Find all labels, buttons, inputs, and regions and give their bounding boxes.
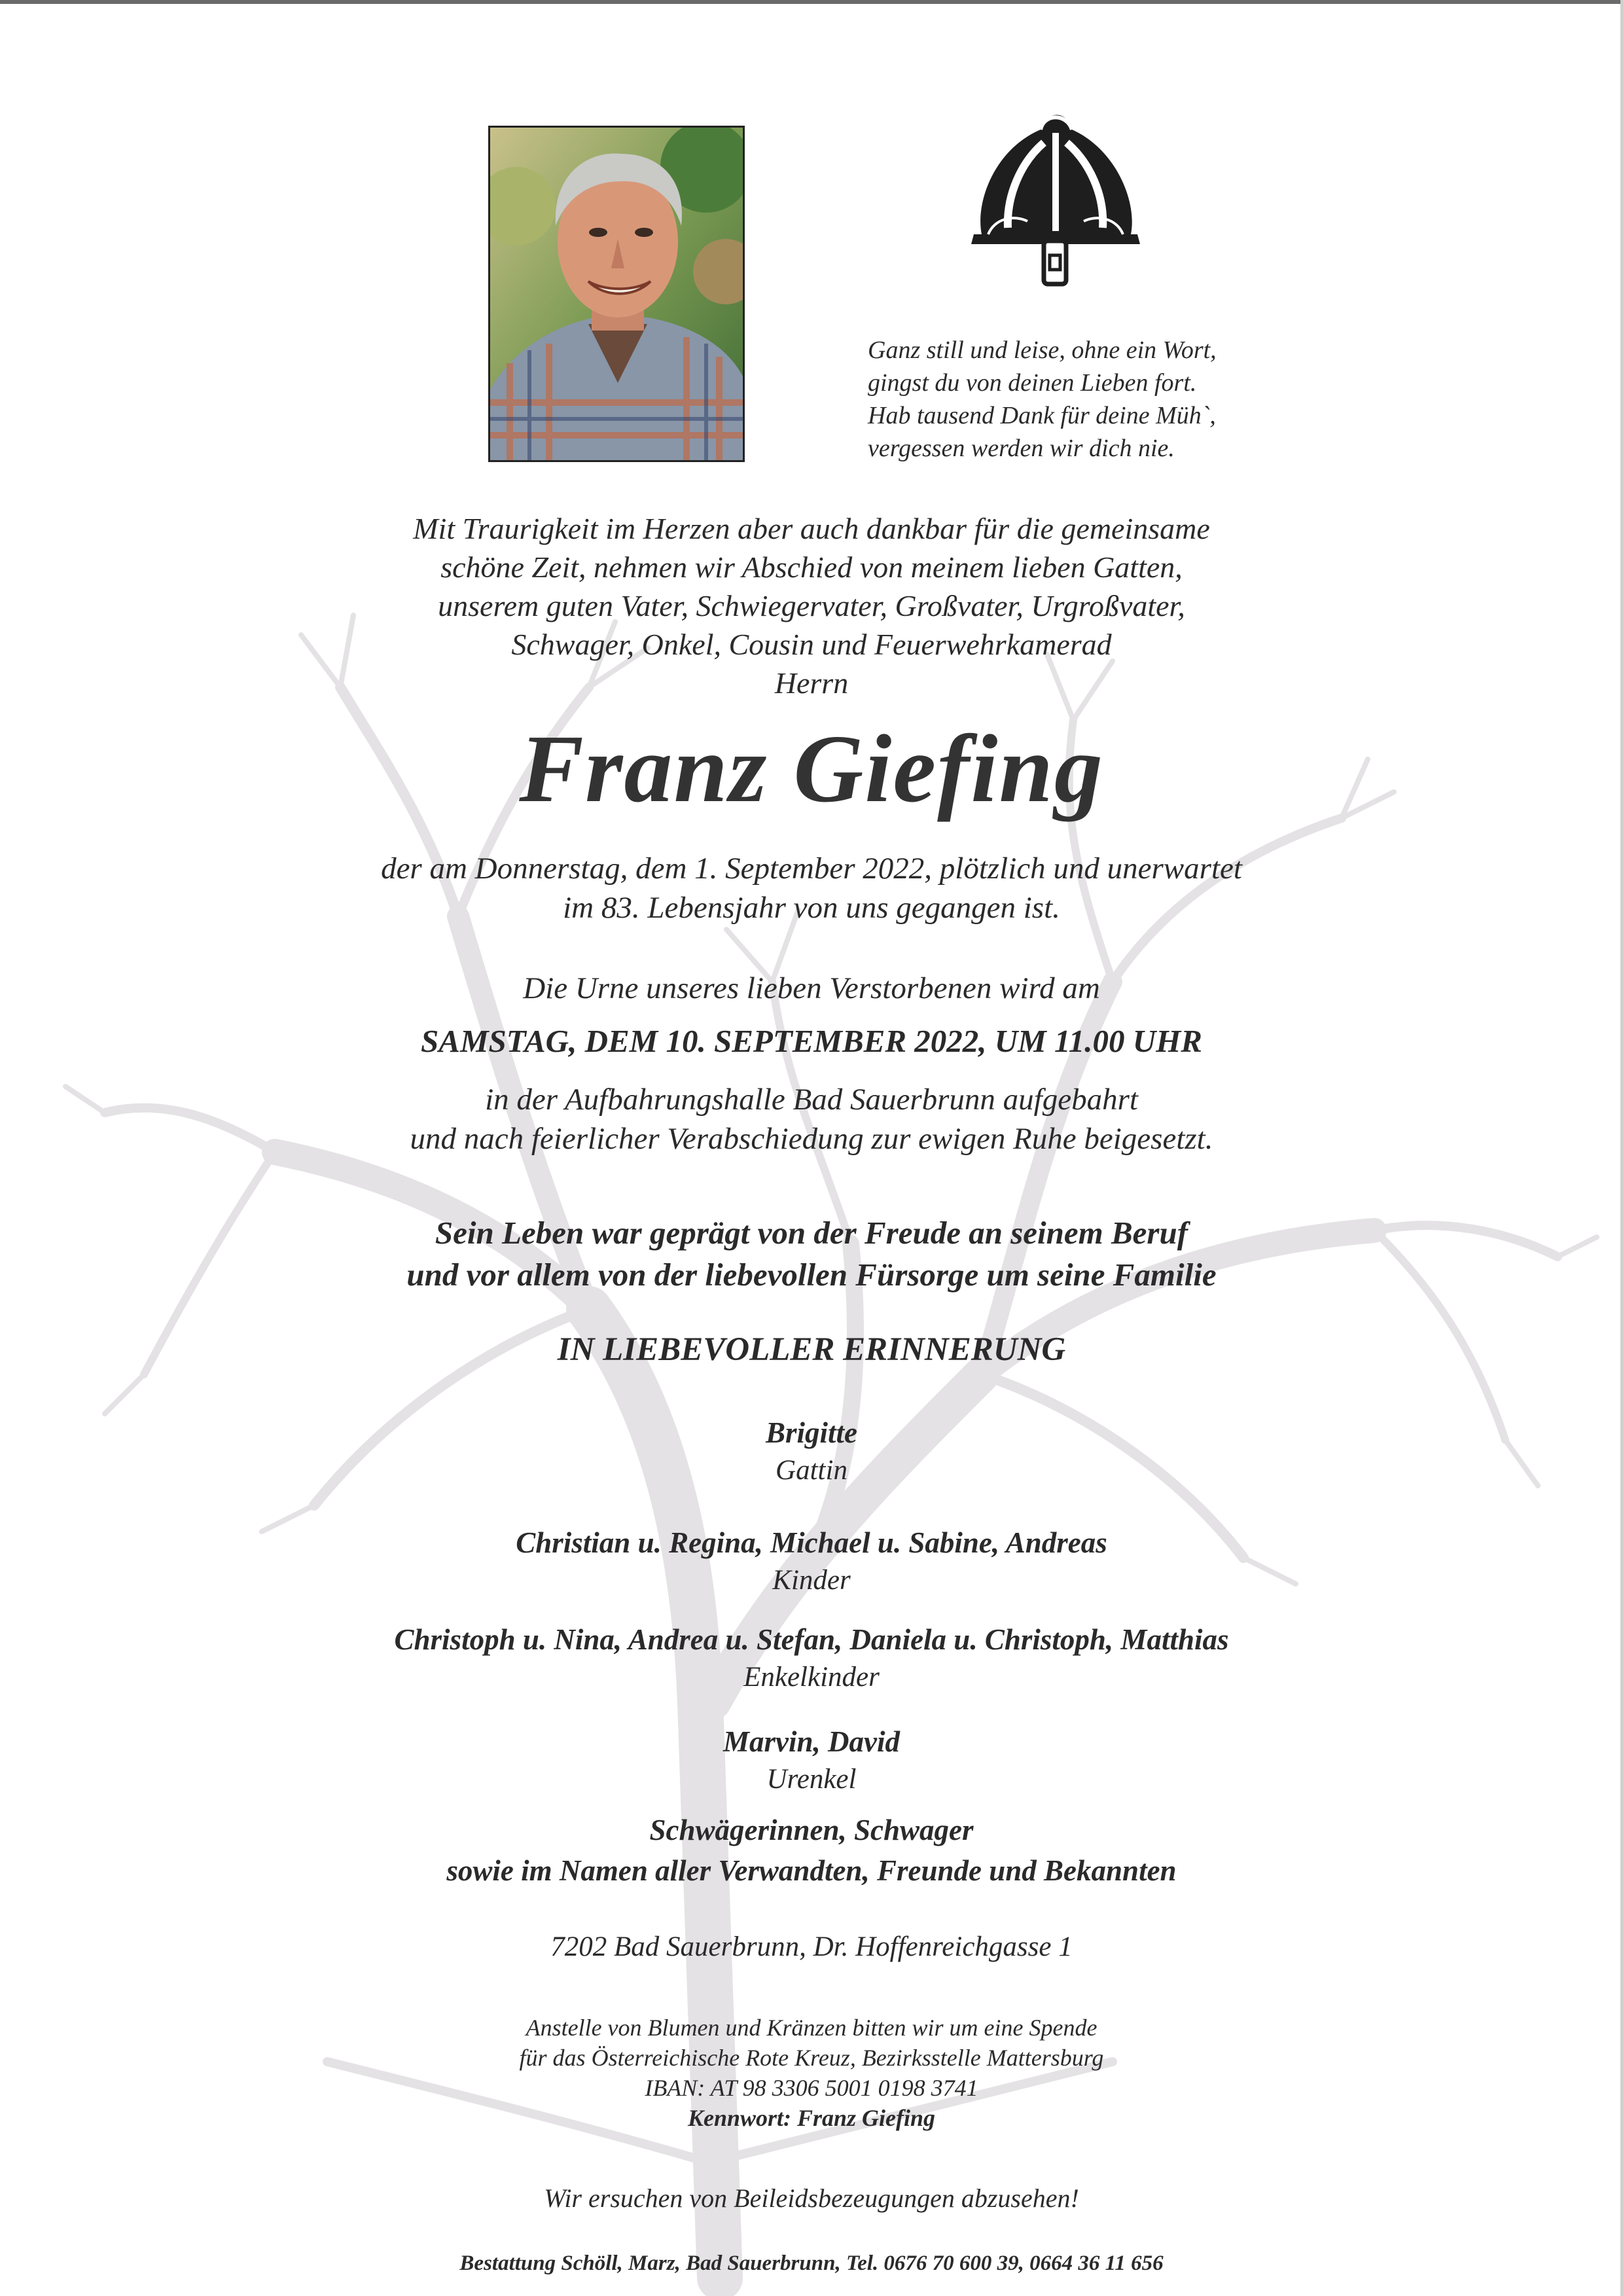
mourner-group-great-grandchildren (288, 1723, 1335, 1799)
undertaker-footer: Bestattung Schöll, Marz, Bad Sauerbrunn, Tel. 0676 70 600 39, 0664 36 11 656 (459, 2251, 1164, 2275)
ceremony-location (288, 1080, 1335, 1158)
death-notice (288, 849, 1335, 927)
life-line: und vor allem von der liebevollen Fürsorge um seine Familie (406, 1257, 1217, 1293)
intro-line: Schwager, Onkel, Cousin und Feuerwehrkamerad (511, 628, 1112, 661)
donation-keyword: Kennwort: Franz Giefing (687, 2105, 936, 2131)
mourner-group-spouse (288, 1414, 1335, 1490)
memorial-verse (868, 334, 1274, 465)
fire-helmet-icon (969, 103, 1143, 289)
mourner-names: Christian u. Regina, Michael u. Sabine, Andreas (516, 1526, 1107, 1559)
mourner-group-children (288, 1524, 1335, 1600)
intro-line: unserem guten Vater, Schwiegervater, Großvater, Urgroßvater, (438, 589, 1185, 622)
urn-line: Die Urne unseres lieben Verstorbenen wird am (523, 971, 1100, 1005)
family-address: 7202 Bad Sauerbrunn, Dr. Hoffenreichgasse 1 (550, 1931, 1073, 1962)
intro-line: schöne Zeit, nehmen wir Abschied von meinem lieben Gatten, (440, 550, 1183, 584)
hall-line: in der Aufbahrungshalle Bad Sauerbrunn aufgebahrt (485, 1083, 1138, 1117)
intro-line: Herrn (774, 666, 849, 700)
verse-line: vergessen werden wir dich nie. (868, 435, 1175, 462)
mourner-role: Urenkel (766, 1764, 857, 1795)
memory-heading: IN LIEBEVOLLER ERINNERUNG (557, 1331, 1066, 1368)
relatives-line: Schwägerinnen, Schwager (649, 1814, 974, 1846)
mourner-role: Enkelkinder (743, 1662, 880, 1693)
verse-line: Hab tausend Dank für deine Müh`, (868, 402, 1216, 429)
death-line: der am Donnerstag, dem 1. September 2022, plötzlich und unerwartet (381, 852, 1242, 886)
intro-paragraph (288, 509, 1335, 702)
life-line: Sein Leben war geprägt von der Freude an seinem Beruf (435, 1215, 1188, 1251)
portrait-image (490, 128, 743, 460)
mourner-role: Kinder (772, 1565, 851, 1596)
mourner-names: Christoph u. Nina, Andrea u. Stefan, Daniela u. Christoph, Matthias (394, 1623, 1229, 1656)
life-tribute (288, 1212, 1335, 1296)
condolence-note: Wir ersuchen von Beileidsbezeugungen abzusehen! (544, 2183, 1079, 2213)
death-line: im 83. Lebensjahr von uns gegangen ist. (563, 891, 1060, 925)
mourner-role: Gattin (776, 1455, 847, 1486)
mourner-names: Brigitte (765, 1416, 857, 1449)
ceremony-date: SAMSTAG, DEM 10. SEPTEMBER 2022, UM 11.00 UHR (421, 1023, 1202, 1059)
donation-iban: IBAN: AT 98 3306 5001 0198 3741 (645, 2075, 978, 2101)
verse-line: gingst du von deinen Lieben fort. (868, 369, 1197, 397)
mourner-group-grandchildren (288, 1621, 1335, 1696)
portrait-photo (488, 126, 745, 462)
hall-line: und nach feierlicher Verabschiedung zur ewigen Ruhe beigesetzt. (410, 1122, 1213, 1156)
intro-line: Mit Traurigkeit im Herzen aber auch dankbar für die gemeinsame (413, 512, 1210, 545)
mourner-names: Marvin, David (723, 1725, 900, 1758)
donation-line: Anstelle von Blumen und Kränzen bitten wir um eine Spende (526, 2015, 1097, 2041)
verse-line: Ganz still und leise, ohne ein Wort, (868, 336, 1217, 364)
donation-line: für das Österreichische Rote Kreuz, Bezirksstelle Mattersburg (519, 2045, 1104, 2071)
deceased-name: Franz Giefing (519, 715, 1104, 823)
donation-request (288, 2013, 1335, 2133)
relatives-lines (288, 1810, 1335, 1891)
relatives-line: sowie im Namen aller Verwandten, Freunde und Bekannten (446, 1854, 1177, 1887)
